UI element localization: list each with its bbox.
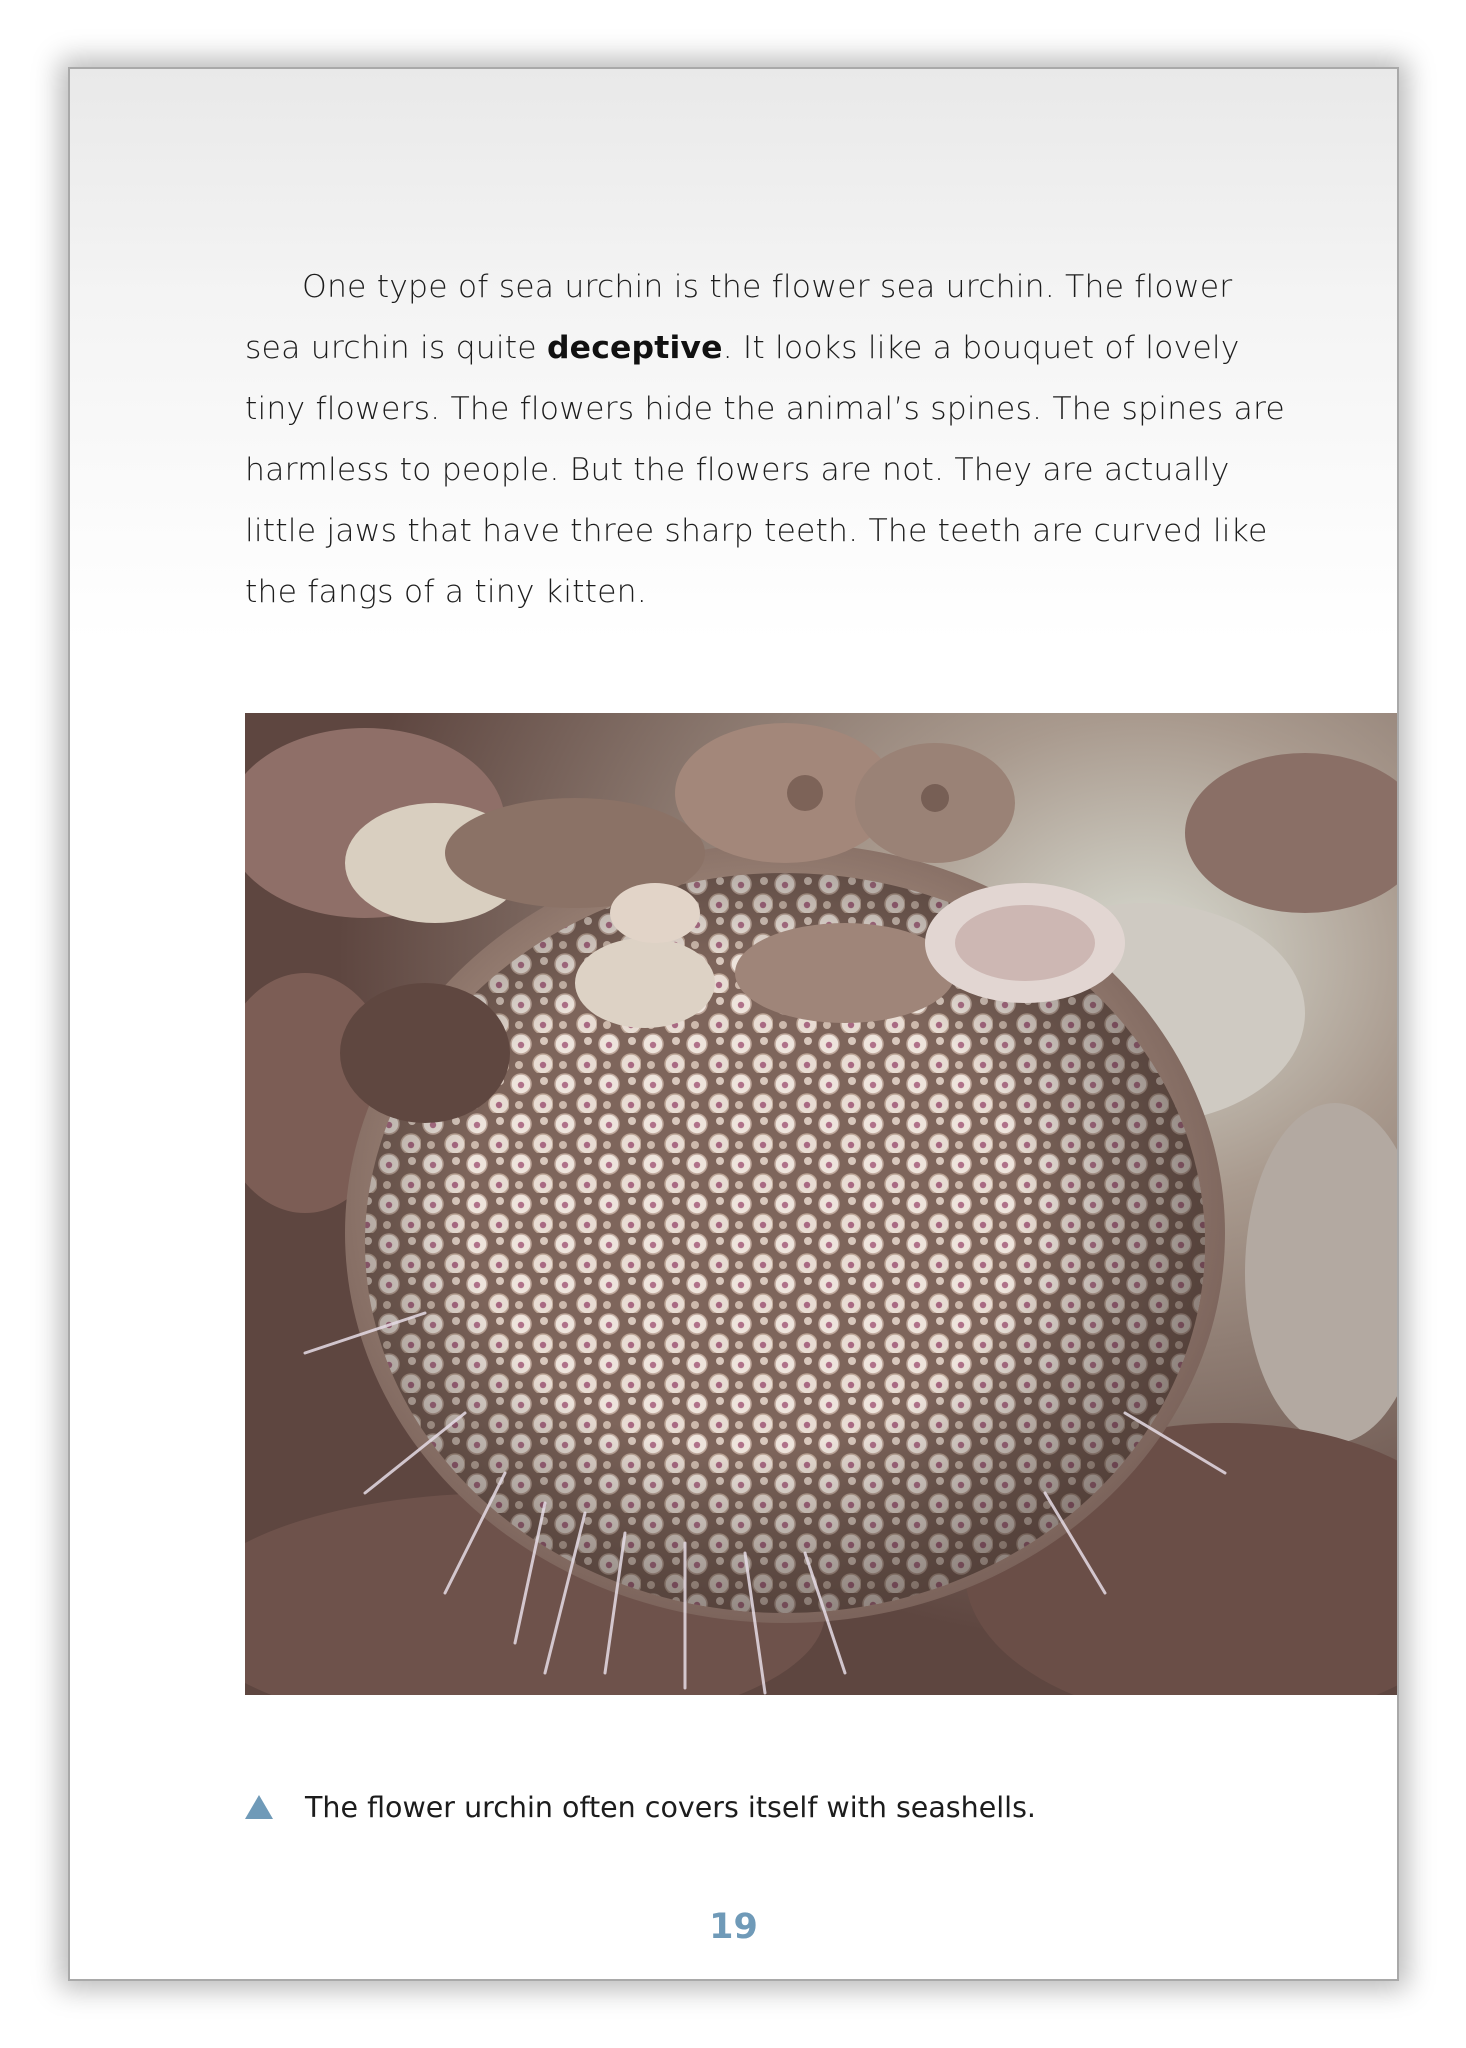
vocabulary-word: deceptive: [546, 330, 723, 366]
paragraph-text-start: One type of sea urchin is the flower sea urchin. The flower sea urchin is quite: [245, 269, 1233, 366]
triangle-icon: [245, 1795, 273, 1819]
body-paragraph: [245, 257, 1285, 623]
book-page: [68, 67, 1399, 1981]
flower-sea-urchin-photo: [245, 713, 1397, 1695]
photo-caption: [245, 1787, 1036, 1827]
caption-text: The flower urchin often covers itself with seashells.: [305, 1790, 1036, 1824]
page-number: 19: [709, 1907, 758, 1947]
paragraph-text-end: . It looks like a bouquet of lovely tiny flowers. The flowers hide the animal’s spines. The spines are harmless to people. But the flowers are not. They are actually little jaws that have three sharp teeth. The teeth are curved like the fangs of a tiny kitten.: [245, 330, 1285, 610]
urchin-illustration: [245, 713, 1397, 1695]
